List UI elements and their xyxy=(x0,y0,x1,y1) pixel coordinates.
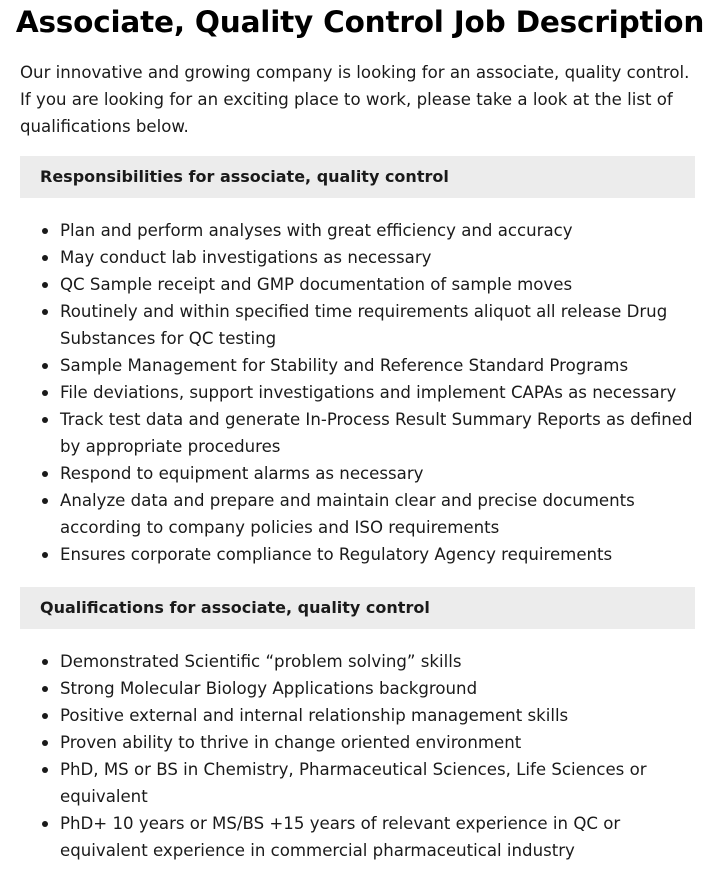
list-item: Sample Management for Stability and Reference Standard Programs xyxy=(40,352,700,379)
qualifications-list xyxy=(40,648,700,864)
list-item: Proven ability to thrive in change oriented environment xyxy=(40,729,700,756)
page-title: Associate, Quality Control Job Description xyxy=(15,5,705,39)
list-item: Routinely and within specified time requirements aliquot all release Drug Substances for QC testing xyxy=(40,298,700,352)
list-item: Demonstrated Scientific “problem solving” skills xyxy=(40,648,700,675)
list-item: May conduct lab investigations as necessary xyxy=(40,244,700,271)
responsibilities-list xyxy=(40,217,700,568)
list-item: Respond to equipment alarms as necessary xyxy=(40,460,700,487)
list-item: Track test data and generate In-Process Result Summary Reports as defined by appropriate procedures xyxy=(40,406,700,460)
list-item: Ensures corporate compliance to Regulatory Agency requirements xyxy=(40,541,700,568)
list-item: Strong Molecular Biology Applications background xyxy=(40,675,700,702)
list-item: File deviations, support investigations and implement CAPAs as necessary xyxy=(40,379,700,406)
responsibilities-heading: Responsibilities for associate, quality control xyxy=(20,156,695,198)
list-item: Positive external and internal relationship management skills xyxy=(40,702,700,729)
list-item: PhD, MS or BS in Chemistry, Pharmaceutical Sciences, Life Sciences or equivalent xyxy=(40,756,700,810)
intro-paragraph: Our innovative and growing company is looking for an associate, quality control. If you are looking for an exciting place to work, please take a look at the list of qualifications below. xyxy=(20,63,690,136)
list-item: Plan and perform analyses with great efficiency and accuracy xyxy=(40,217,700,244)
list-item: QC Sample receipt and GMP documentation of sample moves xyxy=(40,271,700,298)
list-item: PhD+ 10 years or MS/BS +15 years of relevant experience in QC or equivalent experience in commercial pharmaceutical industry xyxy=(40,810,700,864)
qualifications-heading: Qualifications for associate, quality control xyxy=(20,587,695,629)
list-item: Analyze data and prepare and maintain clear and precise documents according to company policies and ISO requirements xyxy=(40,487,700,541)
